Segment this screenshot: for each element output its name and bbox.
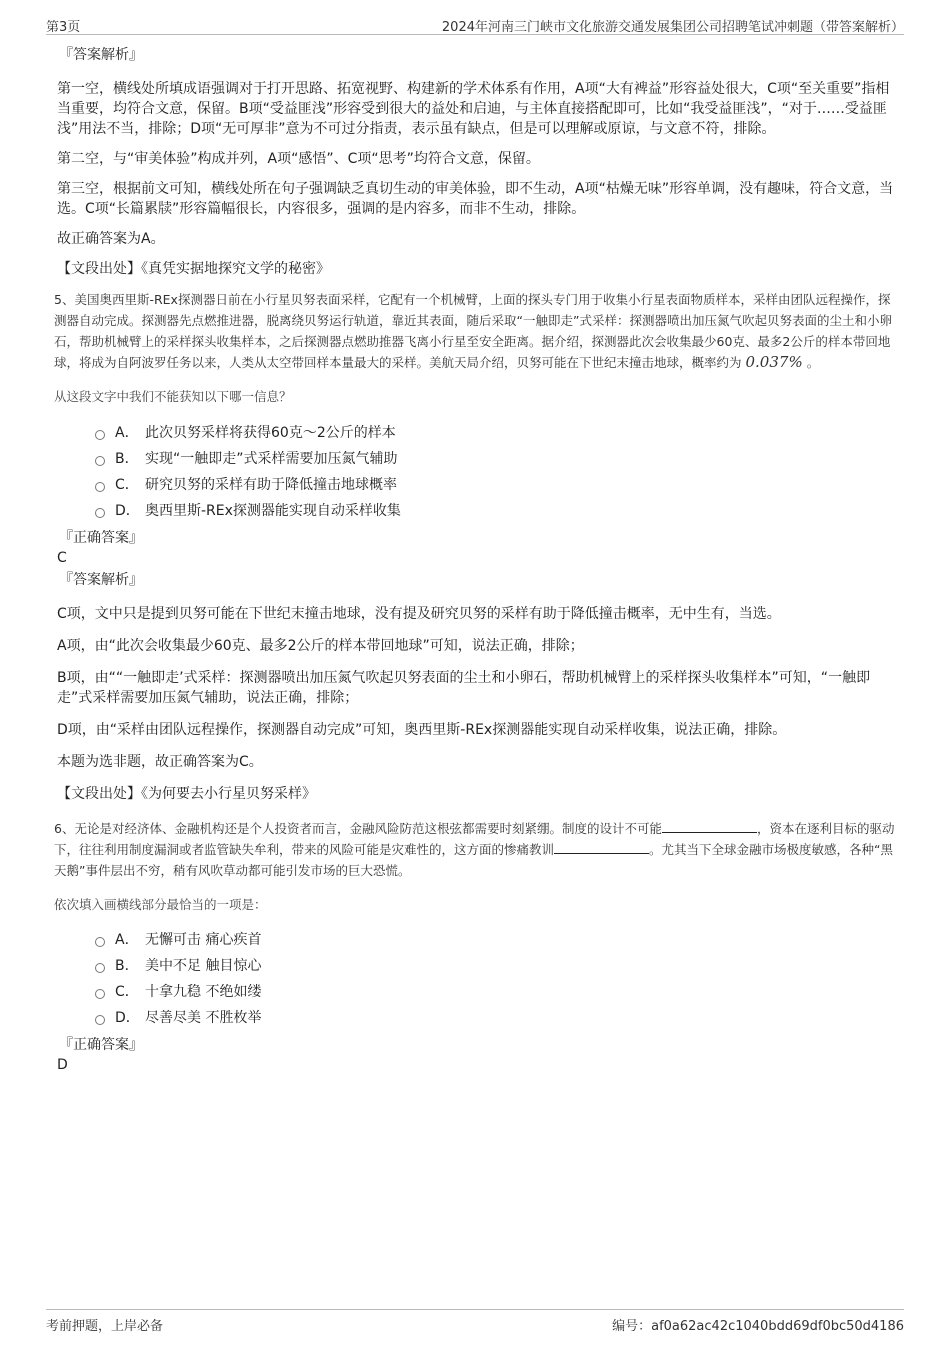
option-letter: B． [115,450,139,467]
q5-answer: C [57,549,67,566]
option-text: 美中不足 触目惊心 [145,958,262,974]
q5-option-d[interactable] [95,498,895,524]
page-content [54,45,895,1075]
q4-analysis-label: 『答案解析』 [59,47,143,63]
q5-stem [54,289,895,373]
radio-icon[interactable] [95,508,105,518]
q5-option-b[interactable] [95,446,895,472]
q4-conclusion: 故正确答案为A。 [57,231,165,247]
q6-prompt: 依次填入画横线部分最恰当的一项是： [54,896,267,912]
q5-answer-label: 『正确答案』 [59,529,143,546]
q4-analysis-para2: 第二空，与“审美体验”构成并列，A项“感悟”、C项“思考”均符合文意，保留。 [57,151,540,167]
option-letter: B． [115,958,139,974]
q5-stem-text: 5、美国奥西里斯-REx探测器日前在小行星贝努表面采样，它配有一个机械臂，上面的探头专门用于收集小行星表面物质样本，采样由团队远程操作，探测器自动完成。探测器先点燃推进器，脱离绕贝努运行轨道，靠近其表面，随后采取“一触即走”式采样：探测器喷出加压氮气吹起贝努表面的尘土和小卵石，帮助机械臂上的采样探头收集样本，之后探测器点燃助推器飞离小行星至安全距离。据介绍，探测器此次会收集最少60克、最多2公斤的样本带回地球，将成为自阿波罗任务以来，人类从太空带回样本量最大的采样。美航天局介绍，贝努可能在下世纪末撞击地球，概率约为 [54,292,892,370]
q4-analysis [57,45,895,279]
q5-analysis-b: B项，由““一触即走’式采样：探测器喷出加压氮气吹起贝努表面的尘土和小卵石，帮助机械臂上的采样探头收集样本”可知，“一触即走”式采样需要加压氮气辅助，说法正确，排除； [57,669,871,706]
fill-blank-1 [662,820,757,833]
option-letter: C． [115,984,139,1000]
fill-blank-2 [554,841,649,854]
footer-slogan: 考前押题，上岸必备 [46,1319,164,1334]
question-5 [54,289,895,804]
option-text: 此次贝努采样将获得60克～2公斤的样本 [145,424,396,441]
q5-stem-end: 。 [806,355,820,370]
radio-icon[interactable] [95,989,105,999]
question-6 [54,818,895,1076]
option-letter: C． [115,476,139,493]
q5-conclusion: 本题为选非题，故正确答案为C。 [57,753,263,770]
q5-source: 【文段出处】《为何要去小行星贝努采样》 [57,785,316,802]
q5-option-a[interactable] [95,420,895,446]
q6-option-a[interactable] [95,927,895,953]
option-letter: D． [115,1010,140,1026]
radio-icon[interactable] [95,963,105,973]
q4-analysis-para3: 第三空，根据前文可知，横线处所在句子强调缺乏真切生动的审美体验，即不生动，A项“枯燥无味”形容单调，没有趣味，符合文意，当选。C项“长篇累牍”形容篇幅很长，内容很多，强调的是内容多，而非不生动，排除。 [57,181,894,217]
option-text: 尽善尽美 不胜枚举 [145,1010,262,1026]
q6-stem-part2: ，资本在逐利目标的驱动下，往往利用制度漏洞或者监管缺失牟利，带来的风险可能是灾难性的，这方面的惨痛教训 [54,820,895,857]
radio-icon[interactable] [95,937,105,947]
q6-option-c[interactable] [95,979,895,1005]
document-id: 编号：af0a62ac42c1040bdd69df0bc50d4186 [612,1319,904,1334]
q5-option-c[interactable] [95,472,895,498]
page-header [46,12,904,35]
q6-answer: D [57,1057,68,1073]
radio-icon[interactable] [95,482,105,492]
page-footer [46,1309,904,1334]
radio-icon[interactable] [95,1015,105,1025]
q6-option-b[interactable] [95,953,895,979]
q6-stem-part3: 。尤其当下全球金融市场极度敏感，各种“黑天鹅”事件层出不穷，稍有风吹草动都可能引发市场的巨大恐慌。 [54,841,893,878]
q6-stem [54,818,895,881]
q5-analysis-a: A项，由“此次会收集最少60克、最多2公斤的样本带回地球”可知，说法正确，排除； [57,637,584,654]
q6-answer-label: 『正确答案』 [59,1037,143,1053]
document-title: 2024年河南三门峡市文化旅游交通发展集团公司招聘笔试冲刺题（带答案解析） [441,20,904,35]
q5-analysis-c: C项，文中只是提到贝努可能在下世纪末撞击地球，没有提及研究贝努的采样有助于降低撞击概率，无中生有，当选。 [57,605,781,622]
q6-option-d[interactable] [95,1005,895,1031]
q5-options [57,420,895,524]
option-letter: A． [115,424,139,441]
radio-icon[interactable] [95,430,105,440]
option-letter: D． [115,502,140,519]
q5-analysis-label: 『答案解析』 [59,571,143,588]
q6-options [57,927,895,1031]
option-text: 无懈可击 痛心疾首 [145,932,262,948]
option-text: 十拿九稳 不绝如缕 [145,984,262,1000]
radio-icon[interactable] [95,456,105,466]
option-text: 研究贝努的采样有助于降低撞击地球概率 [145,476,397,493]
q4-source: 【文段出处】《真凭实据地探究文学的秘密》 [57,261,330,277]
option-letter: A． [115,932,139,948]
option-text: 实现“一触即走”式采样需要加压氮气辅助 [145,450,398,467]
q6-stem-part1: 6、无论是对经济体、金融机构还是个人投资者而言，金融风险防范这根弦都需要时刻紧绷。制度的设计不可能 [54,820,662,836]
page-number: 第3页 [46,20,81,35]
option-text: 奥西里斯-REx探测器能实现自动采样收集 [145,502,401,519]
q5-prompt: 从这段文字中我们不能获知以下哪一信息？ [54,389,292,404]
q4-analysis-para1: 第一空，横线处所填成语强调对于打开思路、拓宽视野、构建新的学术体系有作用，A项“大有裨益”形容益处很大，C项“至关重要”指相当重要，均符合文意，保留。B项“受益匪浅”形容受到很大的益处和启迪，与主体直接搭配即可，比如“我受益匪浅”，“对于……受益匪浅”用法不当，排除；D项“无可厚非”意为不可过分指责，表示虽有缺点，但是可以理解或原谅，与文意不符，排除。 [57,81,890,137]
q5-probability: 0.037% [745,353,803,371]
q5-analysis-d: D项，由“采样由团队远程操作，探测器自动完成”可知，奥西里斯-REx探测器能实现自动采样收集，说法正确，排除。 [57,721,787,738]
